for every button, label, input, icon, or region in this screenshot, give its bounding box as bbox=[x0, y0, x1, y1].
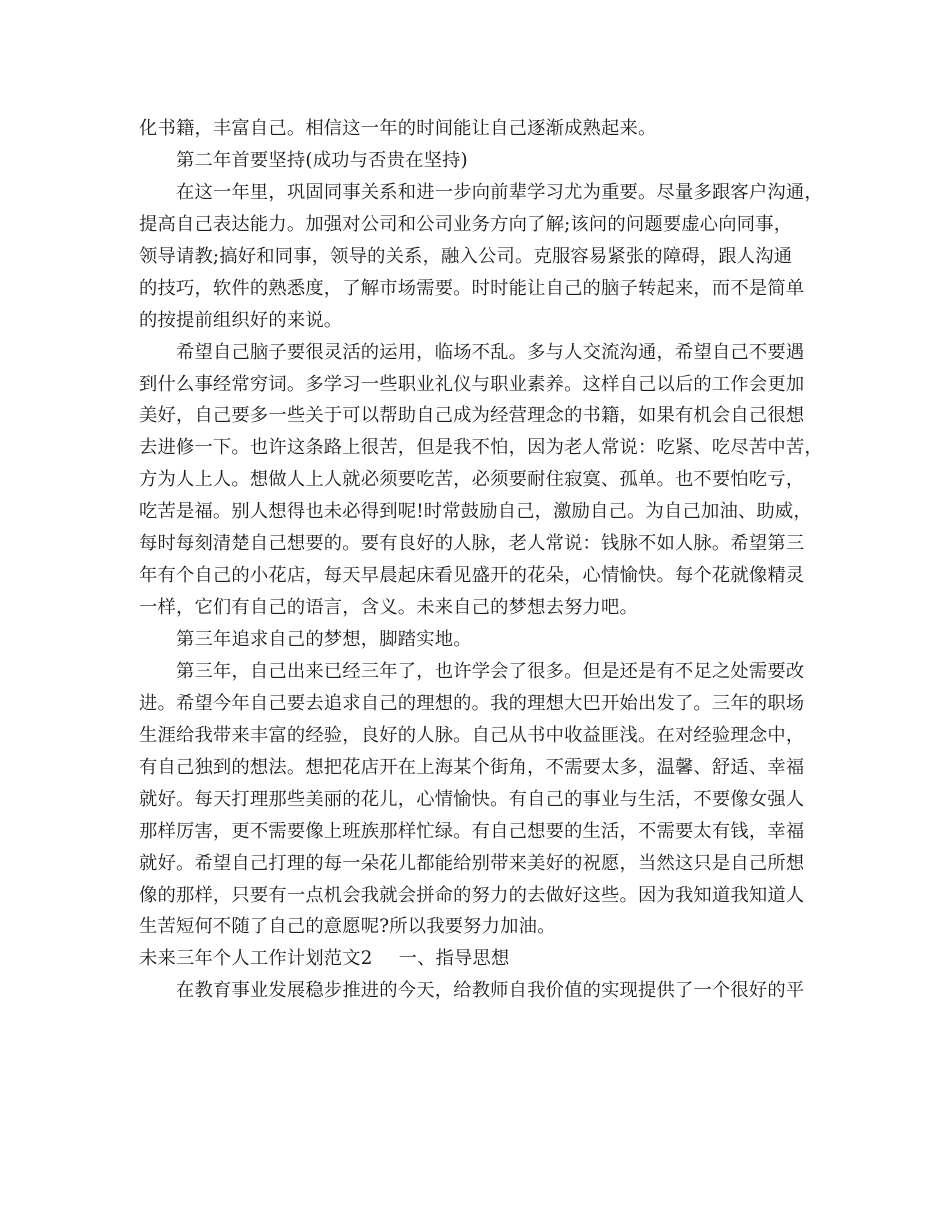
text-line: 每时每刻清楚自己想要的。要有良好的人脉，老人常说：钱脉不如人脉。希望第三 bbox=[139, 533, 805, 555]
text-line: 的按提前组织好的来说。 bbox=[139, 309, 343, 331]
paragraph-start: 在教育事业发展稳步推进的今天，给教师自我价值的实现提供了一个很好的平 bbox=[176, 980, 805, 1002]
paragraph-start: 在这一年里，巩固同事关系和进一步向前辈学习尤为重要。尽量多跟客户沟通， bbox=[176, 181, 823, 203]
subheading-year-three: 第三年追求自己的梦想，脚踏实地。 bbox=[176, 629, 472, 650]
text-line: 到什么事经常穷词。多学习一些职业礼仪与职业素养。这样自己以后的工作会更加 bbox=[139, 373, 805, 395]
text-line: 吃苦是福。别人想得也未必得到呢!时常鼓励自己，激励自己。为自己加油、助威， bbox=[139, 501, 812, 523]
subheading-year-two: 第二年首要坚持(成功与否贵在坚持) bbox=[176, 149, 468, 171]
text-line: 化书籍，丰富自己。相信这一年的时间能让自己逐渐成熟起来。 bbox=[139, 118, 657, 139]
text-line: 年有个自己的小花店，每天早晨起床看见盛开的花朵，心情愉快。每个花就像精灵 bbox=[139, 565, 805, 587]
text-line: 提高自己表达能力。加强对公司和公司业务方向了解;该问的问题要虚心向同事， bbox=[139, 213, 793, 235]
text-line: 进。希望今年自己要去追求自己的理想的。我的理想大巴开始出发了。三年的职场 bbox=[139, 692, 805, 714]
text-line: 一样，它们有自己的语言，含义。未来自己的梦想去努力吧。 bbox=[139, 597, 638, 619]
heading-title: 未来三年个人工作计划范文2 bbox=[139, 948, 373, 970]
text-line: 生涯给我带来丰富的经验，良好的人脉。自己从书中收益匪浅。在对经验理念中， bbox=[139, 724, 805, 746]
text-line: 就好。每天打理那些美丽的花儿，心情愉快。有自己的事业与生活，不要像女强人 bbox=[139, 788, 805, 810]
paragraph-start: 希望自己脑子要很灵活的运用，临场不乱。多与人交流沟通，希望自己不要遇 bbox=[176, 341, 805, 363]
paragraph-start: 第三年，自己出来已经三年了，也许学会了很多。但是还是有不足之处需要改 bbox=[176, 660, 805, 682]
text-line: 领导请教;搞好和同事，领导的关系，融入公司。克服容易紧张的障碍，跟人沟通 bbox=[139, 245, 793, 267]
text-line: 方为人上人。想做人上人就必须要吃苦，必须要耐住寂寞、孤单。也不要怕吃亏， bbox=[139, 469, 805, 491]
heading-section: 一、指导思想 bbox=[398, 948, 510, 970]
text-line: 像的那样，只要有一点机会我就会拼命的努力的去做好这些。因为我知道我知道人 bbox=[139, 884, 805, 906]
text-line: 生苦短何不随了自己的意愿呢?所以我要努力加油。 bbox=[139, 916, 556, 938]
text-line: 就好。希望自己打理的每一朵花儿都能给别带来美好的祝愿，当然这只是自己所想 bbox=[139, 852, 805, 874]
text-line: 的技巧，软件的熟悉度，了解市场需要。时时能让自己的脑子转起来，而不是简单 bbox=[139, 277, 805, 299]
document-body bbox=[139, 114, 829, 1008]
text-line: 那样厉害，更不需要像上班族那样忙绿。有自己想要的生活，不需要太有钱，幸福 bbox=[139, 820, 805, 842]
text-line: 有自己独到的想法。想把花店开在上海某个街角，不需要太多，温馨、舒适、幸福 bbox=[139, 756, 805, 778]
section-heading bbox=[139, 944, 829, 974]
text-line: 去进修一下。也许这条路上很苦，但是我不怕，因为老人常说：吃紧、吃尽苦中苦， bbox=[139, 437, 823, 459]
text-line: 美好，自己要多一些关于可以帮助自己成为经营理念的书籍，如果有机会自己很想 bbox=[139, 405, 805, 427]
